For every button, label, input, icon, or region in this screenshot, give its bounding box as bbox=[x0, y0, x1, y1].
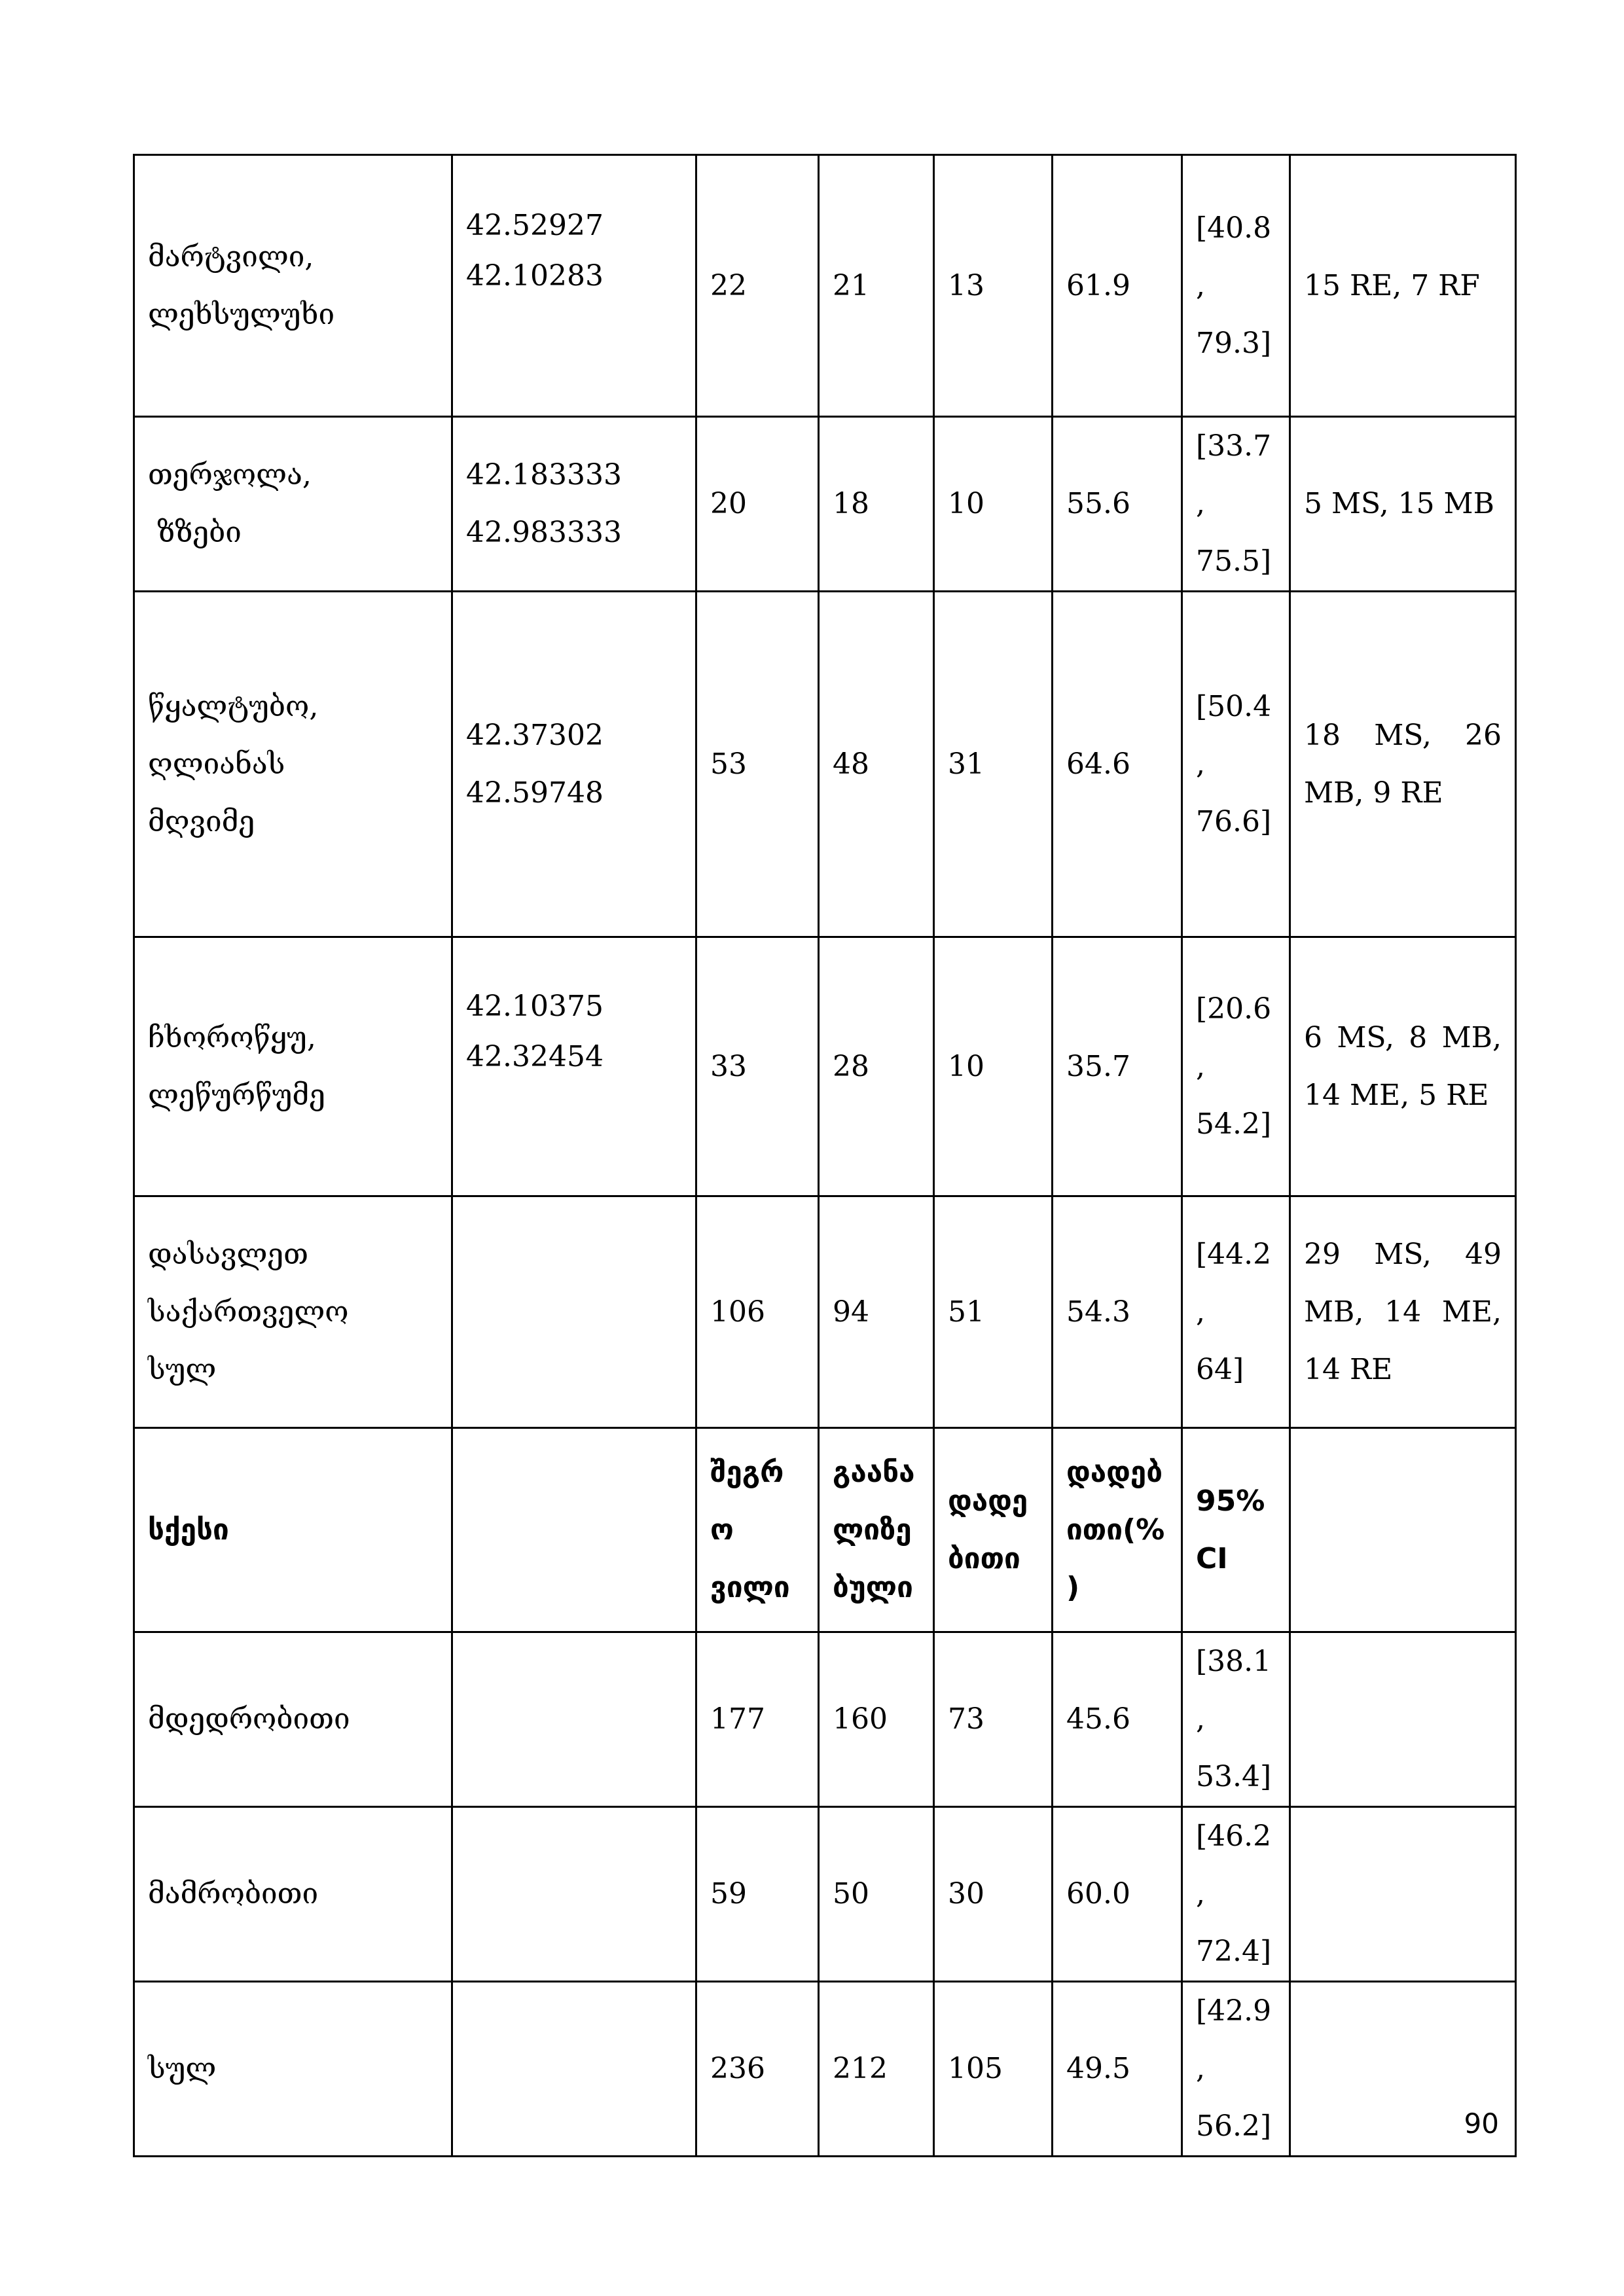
table-row bbox=[134, 592, 1516, 937]
coordinates-cell: 42.183333 42.983333 bbox=[452, 417, 696, 592]
positive-cell: 105 bbox=[934, 1982, 1053, 2157]
analyzed-cell: 212 bbox=[819, 1982, 934, 2157]
header-analyzed: გაანა ლიზე ბული bbox=[819, 1428, 934, 1632]
ci-cell: [40.8, 79.3] bbox=[1182, 155, 1290, 417]
positive-percent-cell: 55.6 bbox=[1053, 417, 1182, 592]
positive-cell: 10 bbox=[934, 937, 1053, 1196]
ci-cell: [50.4, 76.6] bbox=[1182, 592, 1290, 937]
positive-percent-cell: 49.5 bbox=[1053, 1982, 1182, 2157]
positive-cell: 10 bbox=[934, 417, 1053, 592]
collected-cell: 22 bbox=[696, 155, 819, 417]
table-row bbox=[134, 1632, 1516, 1807]
positive-percent-cell: 60.0 bbox=[1053, 1807, 1182, 1982]
analyzed-cell: 50 bbox=[819, 1807, 934, 1982]
sex-header-row bbox=[134, 1428, 1516, 1632]
species-cell: 6 MS, 8 MB, 14 ME, 5 RE bbox=[1290, 937, 1516, 1196]
species-cell: 29 MS, 49 MB, 14 ME, 14 RE bbox=[1290, 1196, 1516, 1428]
location-cell: ჩხოროწყუ, ლეწურწუმე bbox=[134, 937, 452, 1196]
table-row bbox=[134, 1807, 1516, 1982]
coordinates-cell bbox=[452, 1632, 696, 1807]
header-positive: დადე ბითი bbox=[934, 1428, 1053, 1632]
ci-cell: [20.6, 54.2] bbox=[1182, 937, 1290, 1196]
location-cell: თერჯოლა, ზზები bbox=[134, 417, 452, 592]
positive-cell: 31 bbox=[934, 592, 1053, 937]
header-note bbox=[1290, 1428, 1516, 1632]
collected-cell: 20 bbox=[696, 417, 819, 592]
species-cell bbox=[1290, 1807, 1516, 1982]
table-row bbox=[134, 1982, 1516, 2157]
collected-cell: 33 bbox=[696, 937, 819, 1196]
results-table bbox=[133, 154, 1517, 2157]
table-row bbox=[134, 1196, 1516, 1428]
analyzed-cell: 21 bbox=[819, 155, 934, 417]
collected-cell: 106 bbox=[696, 1196, 819, 1428]
location-cell: დასავლეთ საქართველო სულ bbox=[134, 1196, 452, 1428]
positive-cell: 30 bbox=[934, 1807, 1053, 1982]
page-number: 90 bbox=[1464, 2108, 1499, 2140]
coordinates-cell bbox=[452, 1982, 696, 2157]
coordinates-cell: 42.10375 42.32454 bbox=[452, 937, 696, 1196]
ci-cell: [42.9, 56.2] bbox=[1182, 1982, 1290, 2157]
positive-percent-cell: 54.3 bbox=[1053, 1196, 1182, 1428]
coordinates-cell bbox=[452, 1196, 696, 1428]
sex-label-cell: სულ bbox=[134, 1982, 452, 2157]
collected-cell: 236 bbox=[696, 1982, 819, 2157]
analyzed-cell: 160 bbox=[819, 1632, 934, 1807]
location-cell: მარტვილი, ლეხსულუხი bbox=[134, 155, 452, 417]
header-collected: შეგრო ვილი bbox=[696, 1428, 819, 1632]
species-cell: 15 RE, 7 RF bbox=[1290, 155, 1516, 417]
positive-percent-cell: 35.7 bbox=[1053, 937, 1182, 1196]
analyzed-cell: 48 bbox=[819, 592, 934, 937]
header-positive-percent: დადებ ითი(% ) bbox=[1053, 1428, 1182, 1632]
analyzed-cell: 18 bbox=[819, 417, 934, 592]
table-row bbox=[134, 155, 1516, 417]
positive-cell: 51 bbox=[934, 1196, 1053, 1428]
table-row bbox=[134, 417, 1516, 592]
species-cell bbox=[1290, 1632, 1516, 1807]
collected-cell: 53 bbox=[696, 592, 819, 937]
positive-percent-cell: 61.9 bbox=[1053, 155, 1182, 417]
sex-label-cell: მამრობითი bbox=[134, 1807, 452, 1982]
analyzed-cell: 28 bbox=[819, 937, 934, 1196]
positive-cell: 13 bbox=[934, 155, 1053, 417]
ci-cell: [38.1, 53.4] bbox=[1182, 1632, 1290, 1807]
header-sex: სქესი bbox=[134, 1428, 452, 1632]
collected-cell: 59 bbox=[696, 1807, 819, 1982]
coordinates-cell: 42.37302 42.59748 bbox=[452, 592, 696, 937]
analyzed-cell: 94 bbox=[819, 1196, 934, 1428]
header-empty bbox=[452, 1428, 696, 1632]
sex-label-cell: მდედრობითი bbox=[134, 1632, 452, 1807]
positive-cell: 73 bbox=[934, 1632, 1053, 1807]
location-cell: წყალტუბო, ღლიანას მღვიმე bbox=[134, 592, 452, 937]
ci-cell: [46.2, 72.4] bbox=[1182, 1807, 1290, 1982]
species-cell: 18 MS, 26 MB, 9 RE bbox=[1290, 592, 1516, 937]
coordinates-cell: 42.52927 42.10283 bbox=[452, 155, 696, 417]
ci-cell: [33.7, 75.5] bbox=[1182, 417, 1290, 592]
species-cell: 5 MS, 15 MB bbox=[1290, 417, 1516, 592]
collected-cell: 177 bbox=[696, 1632, 819, 1807]
table-row bbox=[134, 937, 1516, 1196]
positive-percent-cell: 45.6 bbox=[1053, 1632, 1182, 1807]
positive-percent-cell: 64.6 bbox=[1053, 592, 1182, 937]
coordinates-cell bbox=[452, 1807, 696, 1982]
ci-cell: [44.2, 64] bbox=[1182, 1196, 1290, 1428]
header-ci: 95% CI bbox=[1182, 1428, 1290, 1632]
